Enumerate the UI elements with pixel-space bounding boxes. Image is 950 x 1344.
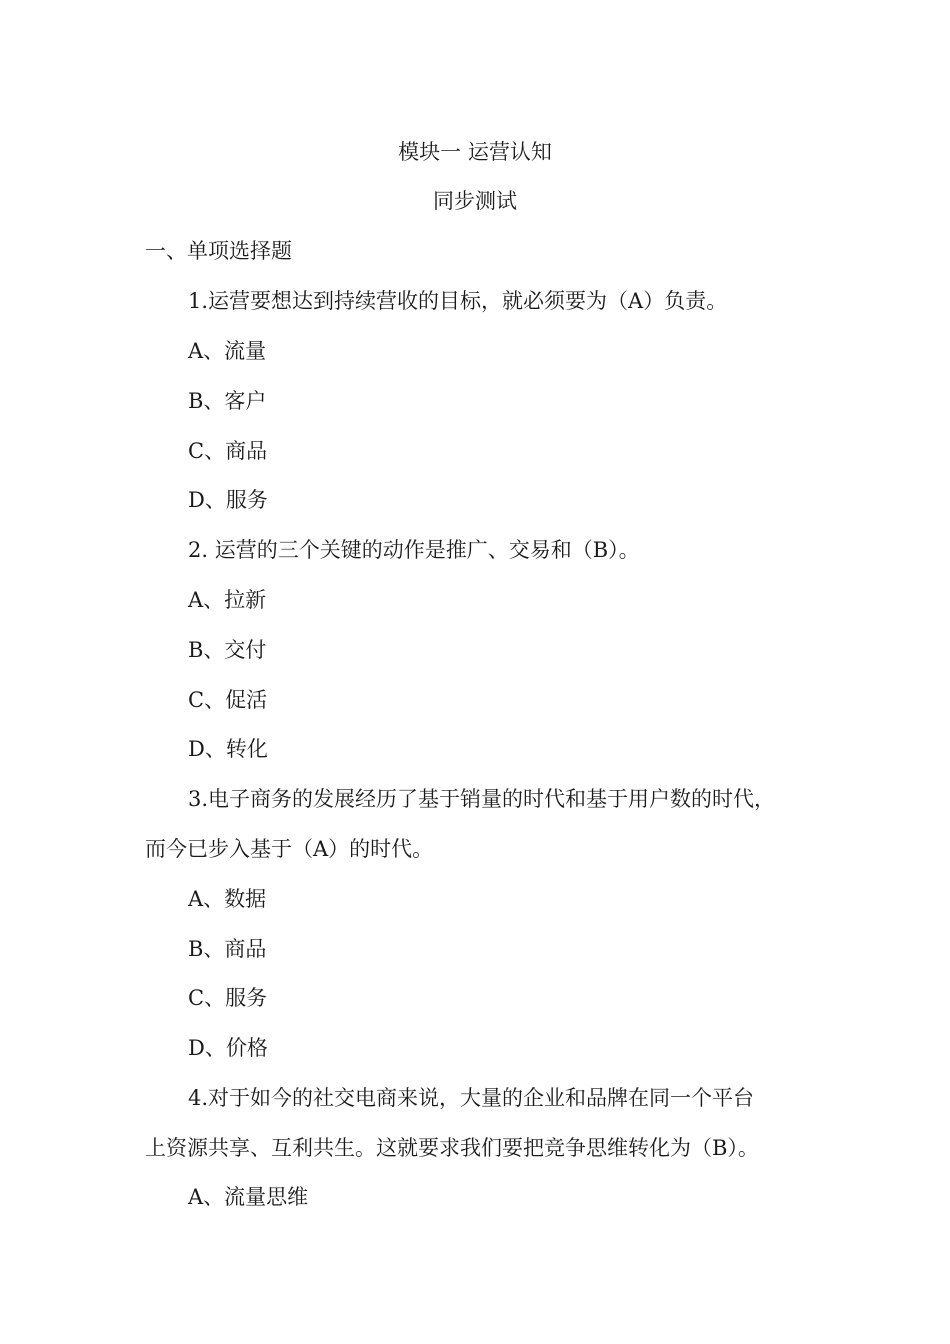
question-2-option-a: A、拉新 <box>188 588 267 612</box>
section-heading: 一、单项选择题 <box>145 239 292 263</box>
document-subtitle: 同步测试 <box>433 189 517 213</box>
question-2-option-d: D、转化 <box>188 737 268 761</box>
question-1-option-b: B、客户 <box>188 389 267 413</box>
question-1-option-c: C、商品 <box>188 439 268 463</box>
question-3-stem-line-2: 而今已步入基于（A）的时代。 <box>145 837 434 861</box>
question-3-option-d: D、价格 <box>188 1036 268 1060</box>
document-title: 模块一 运营认知 <box>398 140 552 164</box>
question-3-stem-line-1: 3.电子商务的发展经历了基于销量的时代和基于用户数的时代， <box>188 787 776 811</box>
question-1-option-d: D、服务 <box>188 488 268 512</box>
question-3-option-b: B、商品 <box>188 937 267 961</box>
question-2-option-b: B、交付 <box>188 638 267 662</box>
question-3-option-c: C、服务 <box>188 986 268 1010</box>
question-2-option-c: C、促活 <box>188 688 268 712</box>
question-4-stem-line-2: 上资源共享、互利共生。这就要求我们要把竞争思维转化为（B）。 <box>145 1136 759 1160</box>
question-3-option-a: A、数据 <box>188 887 267 911</box>
question-1-option-a: A、流量 <box>188 339 267 363</box>
question-4-option-a: A、流量思维 <box>188 1185 309 1209</box>
question-4-stem-line-1: 4.对于如今的社交电商来说，大量的企业和品牌在同一个平台 <box>188 1086 755 1110</box>
question-2-stem: 2. 运营的三个关键的动作是推广、交易和（B）。 <box>188 538 640 562</box>
question-1-stem: 1.运营要想达到持续营收的目标，就必须要为（A）负责。 <box>188 289 728 313</box>
